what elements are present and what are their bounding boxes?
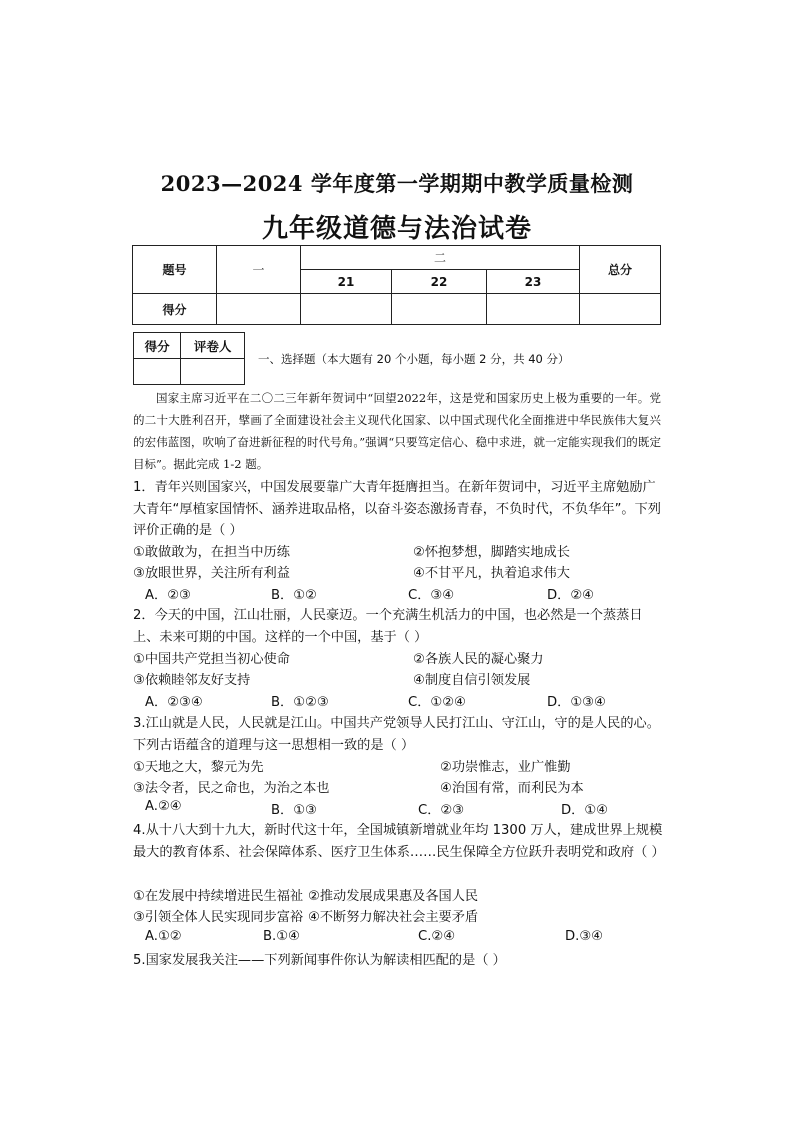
question-1-answer-d: D．②④ [547,588,594,603]
question-1-answers [133,584,663,605]
question-1-option-2: ②怀抱梦想，脚踏实地成长 [413,545,570,560]
grader-score-cell [134,359,181,385]
question-2-option-1: ①中国共产党担当初心使命 [133,652,290,667]
section-intro-paragraph: 国家主席习近平在二〇二三年新年贺词中“回望2022年，这是党和国家历史上极为重要的一年。党的二十大胜利召开，擘画了全面建设社会主义现代化国家、以中国式现代化全面推进中华民族伟大复兴的宏伟蓝图，吹响了奋进新征程的时代号角。”强调“只要笃定信心、稳中求进，就一定能实现我们的既定目标”。据此完成 1-2 题。 [133,391,661,471]
grader-name-cell [181,359,245,385]
question-3-answers [133,799,663,820]
question-3-option-4: ④治国有常，而利民为本 [440,781,584,796]
score-table-subcol-23: 23 [487,270,580,294]
question-3-option-3: ③法令者，民之命也，为治之本也 [133,781,330,796]
score-table-header-question: 题号 [133,246,217,294]
question-2-answer-c: C．①②④ [408,695,466,710]
grader-table [133,332,245,385]
question-1-option-3: ③放眼世界，关注所有利益 [133,566,290,581]
question-2-answer-a: A．②③④ [145,695,203,710]
question-5-stem: 5.国家发展我关注——下列新闻事件你认为解读相匹配的是（ ） [133,953,506,968]
score-cell-part1 [217,294,301,325]
question-4-stem: 4.从十八大到十九大，新时代这十年，全国城镇新增就业年均 1300 万人，建成世界上规模最大的教育体系、社会保障体系、医疗卫生体系……民生保障全方位跃升表明党和政府（ ） [133,823,665,860]
question-2-answers [133,691,663,712]
score-cell-23 [487,294,580,325]
score-table-subcol-22: 22 [392,270,487,294]
score-table-header-part1: 一 [217,246,301,294]
grader-table-score-label: 得分 [134,333,181,359]
question-4-answer-b: B.①④ [263,929,300,944]
question-2-option-3: ③依赖睦邻友好支持 [133,673,251,688]
question-4-answer-c: C.②④ [418,929,456,944]
question-1-stem: 1．青年兴则国家兴，中国发展要靠广大青年挺膺担当。在新年贺词中，习近平主席勉励广大青年“厚植家国情怀、涵养进取品格，以奋斗姿态激扬青春，不负时代，不负华年”。下列评价正确的是（ ） [133,480,661,538]
question-3-answer-d: D．①④ [561,803,608,818]
score-cell-total [580,294,661,325]
question-3-option-2: ②功崇惟志，业广惟勤 [440,760,571,775]
question-2-answer-d: D．①③④ [547,695,606,710]
question-2-options-row2 [133,669,663,690]
question-3-options-row1 [133,756,663,777]
section-heading: 一、选择题（本大题有 20 个小题，每小题 2 分，共 40 分） [258,352,570,366]
score-cell-21 [301,294,392,325]
question-4-answer-a: A.①② [145,929,182,944]
score-cell-22 [392,294,487,325]
question-4-options-row1 [133,885,663,906]
question-1-options-row1 [133,541,663,562]
question-1-options-row2 [133,562,663,583]
question-3-option-1: ①天地之大，黎元为先 [133,760,264,775]
score-table-subcol-21: 21 [301,270,392,294]
score-table-header-part2: 二 [301,246,580,270]
question-4-option-1: ①在发展中持续增进民生福祉 [133,889,304,904]
question-4-option-4: ④不断努力解决社会主要矛盾 [308,910,479,925]
question-4-options-row2 [133,906,663,927]
question-4-answers [133,929,663,950]
question-2-option-2: ②各族人民的凝心聚力 [413,652,544,667]
question-2-options-row1 [133,648,663,669]
question-3-answer-b: B．①③ [271,803,317,818]
question-2-option-4: ④制度自信引领发展 [413,673,531,688]
question-1-option-4: ④不甘平凡，执着追求伟大 [413,566,570,581]
question-1-option-1: ①敢做敢为，在担当中历练 [133,545,290,560]
grader-table-grader-label: 评卷人 [181,333,245,359]
question-1-answer-c: C．③④ [408,588,455,603]
exam-title-line1: 2023—2024 学年度第一学期期中教学质量检测 [160,171,634,196]
question-4-option-3: ③引领全体人民实现同步富裕 [133,910,304,925]
question-3-stem: 3.江山就是人民，人民就是江山。中国共产党领导人民打江山、守江山，守的是人民的心。下列古语蕴含的道理与这一思想相一致的是（ ） [133,716,660,753]
question-2-answer-b: B．①②③ [271,695,329,710]
question-1-answer-b: B．①② [271,588,317,603]
exam-title-line2: 九年级道德与法治试卷 [261,214,532,244]
question-4-answer-d: D.③④ [565,929,603,944]
score-table-row-score-label: 得分 [133,294,217,325]
question-4-option-2: ②推动发展成果惠及各国人民 [308,889,479,904]
question-3-options-row2 [133,777,663,798]
score-table [132,245,661,325]
question-1-answer-a: A．②③ [145,588,191,603]
question-3-answer-a: A.②④ [145,799,182,814]
score-table-header-total: 总分 [580,246,661,294]
question-3-answer-c: C．②③ [418,803,465,818]
question-2-stem: 2．今天的中国，江山壮丽，人民豪迈。一个充满生机活力的中国，也必然是一个蒸蒸日上、未来可期的中国。这样的一个中国，基于（ ） [133,608,643,645]
